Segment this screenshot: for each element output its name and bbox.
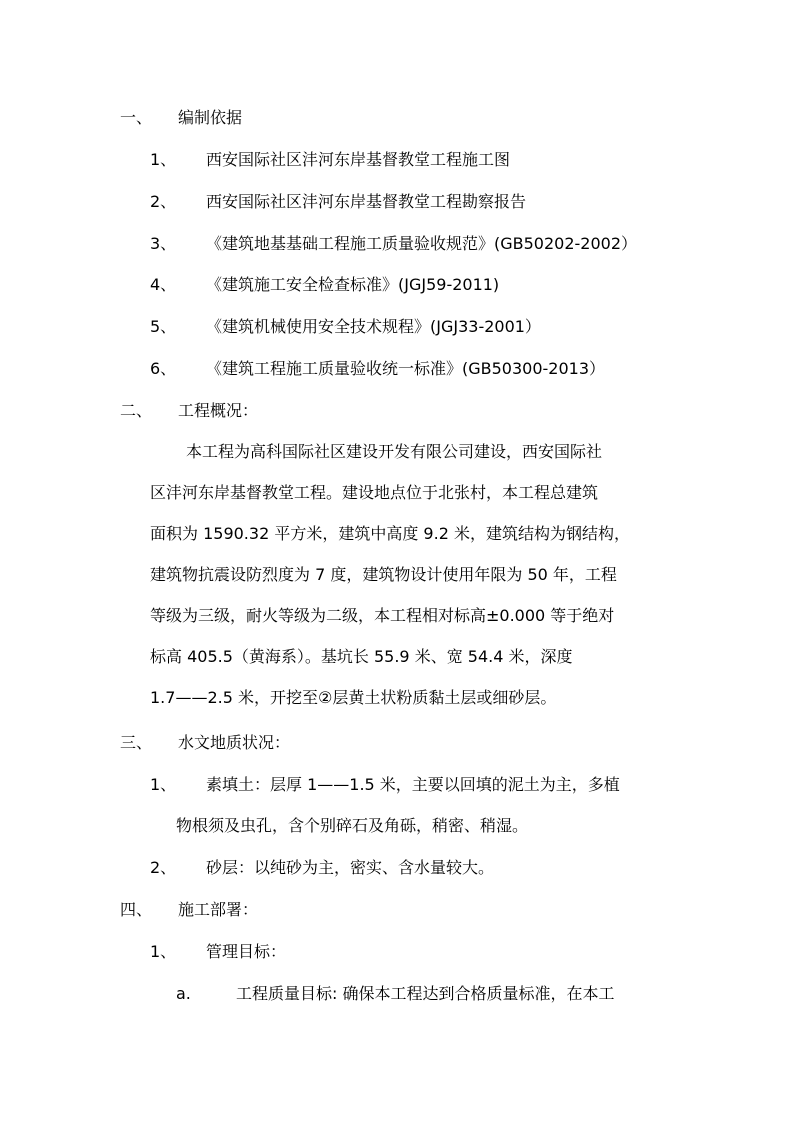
geology-item-1-number: 1、 — [150, 775, 177, 794]
section-1-title: 编制依据 — [178, 108, 243, 127]
section-4-number: 四、 — [120, 900, 153, 919]
basis-item-1-number: 1、 — [150, 150, 177, 169]
basis-item-6-text: 《建筑工程施工质量验收统一标准》(GB50300-2013） — [206, 359, 606, 378]
geology-item-2-number: 2、 — [150, 858, 177, 877]
geology-item-1-line-2: 物根须及虫孔，含个别碎石及角砾，稍密、稍湿。 — [176, 816, 529, 835]
section-4-title: 施工部署： — [178, 900, 259, 919]
overview-line-5: 等级为三级，耐火等级为二级，本工程相对标高±0.000 等于绝对 — [150, 606, 615, 625]
overview-line-6: 标高 405.5（黄海系）。基坑长 55.9 米、宽 54.4 米，深度 — [150, 647, 573, 666]
overview-line-4: 建筑物抗震设防烈度为 7 度，建筑物设计使用年限为 50 年，工程 — [150, 565, 617, 584]
section-1-number: 一、 — [120, 108, 153, 127]
overview-line-7: 1.7——2.5 米，开挖至②层黄土状粉质黏土层或细砂层。 — [150, 688, 557, 707]
section-3-title: 水文地质状况： — [178, 733, 291, 752]
basis-item-1-text: 西安国际社区沣河东岸基督教堂工程施工图 — [206, 150, 511, 169]
overview-line-3: 面积为 1590.32 平方米，建筑中高度 9.2 米，建筑结构为钢结构， — [150, 524, 630, 543]
geology-item-1-line-1: 素填土：层厚 1——1.5 米，主要以回填的泥土为主，多植 — [206, 775, 620, 794]
overview-line-2: 区沣河东岸基督教堂工程。建设地点位于北张村，本工程总建筑 — [150, 483, 599, 502]
section-2-title: 工程概况： — [178, 401, 259, 420]
basis-item-5-text: 《建筑机械使用安全技术规程》(JGJ33-2001） — [206, 317, 541, 336]
geology-item-2-text: 砂层：以纯砂为主，密实、含水量较大。 — [206, 858, 495, 877]
section-2-number: 二、 — [120, 401, 153, 420]
deployment-item-1-number: 1、 — [150, 942, 177, 961]
basis-item-4-text: 《建筑施工安全检查标准》(JGJ59-2011) — [206, 275, 500, 294]
overview-paragraph — [150, 431, 678, 718]
basis-item-5-number: 5、 — [150, 317, 177, 336]
basis-item-6-number: 6、 — [150, 359, 177, 378]
basis-item-3-number: 3、 — [150, 234, 177, 253]
deployment-sub-a-marker: a. — [176, 984, 191, 1003]
basis-item-3-text: 《建筑地基基础工程施工质量验收规范》(GB50202-2002） — [206, 234, 638, 253]
overview-line-1: 本工程为高科国际社区建设开发有限公司建设，西安国际社 — [186, 442, 603, 461]
basis-item-2-text: 西安国际社区沣河东岸基督教堂工程勘察报告 — [206, 192, 527, 211]
deployment-sub-a-text: 工程质量目标: 确保本工程达到合格质量标准，在本工 — [236, 984, 615, 1003]
basis-item-4-number: 4、 — [150, 275, 177, 294]
basis-item-2-number: 2、 — [150, 192, 177, 211]
section-3-number: 三、 — [120, 733, 153, 752]
deployment-item-1-text: 管理目标： — [206, 942, 287, 961]
